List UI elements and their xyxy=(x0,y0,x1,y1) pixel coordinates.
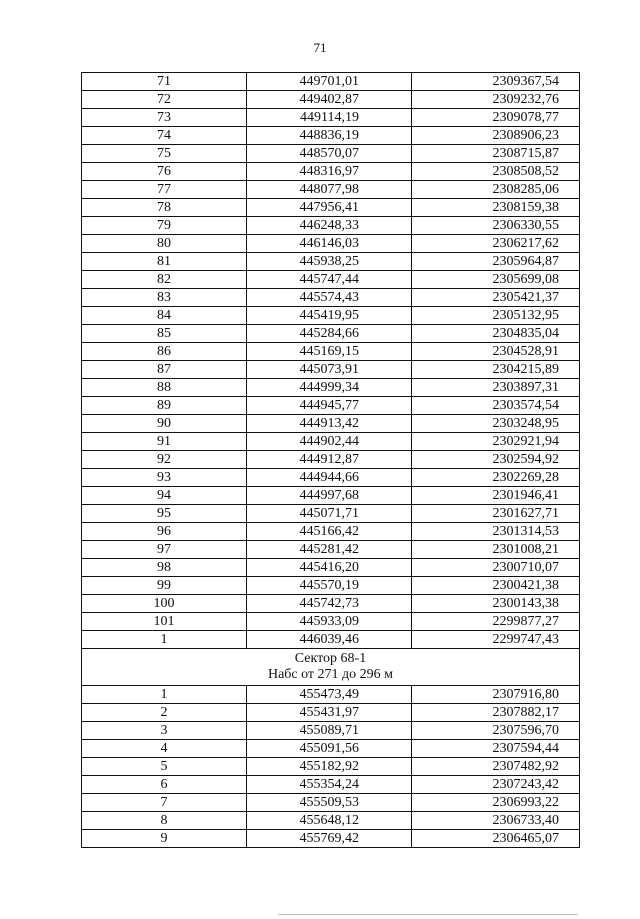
y-coordinate-cell: 2306733,40 xyxy=(412,812,580,830)
point-number-cell: 1 xyxy=(82,686,247,704)
y-coordinate-cell: 2306993,22 xyxy=(412,794,580,812)
table-row xyxy=(82,487,580,505)
table-body-after xyxy=(82,686,580,848)
x-coordinate-cell: 447956,41 xyxy=(247,199,412,217)
y-coordinate-cell: 2302921,94 xyxy=(412,433,580,451)
y-coordinate-cell: 2301946,41 xyxy=(412,487,580,505)
point-number-cell: 94 xyxy=(82,487,247,505)
x-coordinate-cell: 449701,01 xyxy=(247,73,412,91)
x-coordinate-cell: 455431,97 xyxy=(247,704,412,722)
section-header-body xyxy=(82,649,580,686)
y-coordinate-cell: 2306217,62 xyxy=(412,235,580,253)
y-coordinate-cell: 2302269,28 xyxy=(412,469,580,487)
section-subtitle: Набс от 271 до 296 м xyxy=(267,667,394,682)
y-coordinate-cell: 2306465,07 xyxy=(412,830,580,848)
table-row xyxy=(82,343,580,361)
point-number-cell: 87 xyxy=(82,361,247,379)
x-coordinate-cell: 445073,91 xyxy=(247,361,412,379)
coordinates-table xyxy=(81,72,580,848)
point-number-cell: 88 xyxy=(82,379,247,397)
y-coordinate-cell: 2305421,37 xyxy=(412,289,580,307)
table-row xyxy=(82,289,580,307)
point-number-cell: 71 xyxy=(82,73,247,91)
table-row xyxy=(82,776,580,794)
y-coordinate-cell: 2305699,08 xyxy=(412,271,580,289)
bottom-rule xyxy=(278,914,578,915)
point-number-cell: 80 xyxy=(82,235,247,253)
point-number-cell: 4 xyxy=(82,740,247,758)
table-row xyxy=(82,91,580,109)
point-number-cell: 97 xyxy=(82,541,247,559)
table-row xyxy=(82,379,580,397)
y-coordinate-cell: 2307482,92 xyxy=(412,758,580,776)
x-coordinate-cell: 445747,44 xyxy=(247,271,412,289)
x-coordinate-cell: 455182,92 xyxy=(247,758,412,776)
point-number-cell: 5 xyxy=(82,758,247,776)
x-coordinate-cell: 455089,71 xyxy=(247,722,412,740)
y-coordinate-cell: 2304215,89 xyxy=(412,361,580,379)
y-coordinate-cell: 2308508,52 xyxy=(412,163,580,181)
y-coordinate-cell: 2300143,38 xyxy=(412,595,580,613)
point-number-cell: 72 xyxy=(82,91,247,109)
table-row xyxy=(82,740,580,758)
table-row xyxy=(82,181,580,199)
y-coordinate-cell: 2301314,53 xyxy=(412,523,580,541)
x-coordinate-cell: 445416,20 xyxy=(247,559,412,577)
y-coordinate-cell: 2303897,31 xyxy=(412,379,580,397)
y-coordinate-cell: 2304528,91 xyxy=(412,343,580,361)
point-number-cell: 89 xyxy=(82,397,247,415)
y-coordinate-cell: 2308715,87 xyxy=(412,145,580,163)
x-coordinate-cell: 448570,07 xyxy=(247,145,412,163)
table-row xyxy=(82,830,580,848)
x-coordinate-cell: 444945,77 xyxy=(247,397,412,415)
x-coordinate-cell: 444912,87 xyxy=(247,451,412,469)
y-coordinate-cell: 2307594,44 xyxy=(412,740,580,758)
x-coordinate-cell: 455473,49 xyxy=(247,686,412,704)
point-number-cell: 92 xyxy=(82,451,247,469)
point-number-cell: 6 xyxy=(82,776,247,794)
y-coordinate-cell: 2300710,07 xyxy=(412,559,580,577)
x-coordinate-cell: 445570,19 xyxy=(247,577,412,595)
table-row xyxy=(82,704,580,722)
point-number-cell: 7 xyxy=(82,794,247,812)
point-number-cell: 81 xyxy=(82,253,247,271)
x-coordinate-cell: 449402,87 xyxy=(247,91,412,109)
y-coordinate-cell: 2308159,38 xyxy=(412,199,580,217)
point-number-cell: 3 xyxy=(82,722,247,740)
point-number-cell: 1 xyxy=(82,631,247,649)
y-coordinate-cell: 2304835,04 xyxy=(412,325,580,343)
page-number: 71 xyxy=(313,40,327,55)
point-number-cell: 96 xyxy=(82,523,247,541)
table-row xyxy=(82,73,580,91)
table-row xyxy=(82,361,580,379)
table-row xyxy=(82,217,580,235)
x-coordinate-cell: 444999,34 xyxy=(247,379,412,397)
y-coordinate-cell: 2303248,95 xyxy=(412,415,580,433)
table-row xyxy=(82,559,580,577)
section-header-row xyxy=(82,649,580,686)
table-body-before xyxy=(82,73,580,649)
table-row xyxy=(82,253,580,271)
point-number-cell: 83 xyxy=(82,289,247,307)
table-row xyxy=(82,505,580,523)
point-number-cell: 77 xyxy=(82,181,247,199)
point-number-cell: 100 xyxy=(82,595,247,613)
point-number-cell: 84 xyxy=(82,307,247,325)
point-number-cell: 74 xyxy=(82,127,247,145)
table-row xyxy=(82,145,580,163)
y-coordinate-cell: 2301008,21 xyxy=(412,541,580,559)
table-row xyxy=(82,812,580,830)
y-coordinate-cell: 2305132,95 xyxy=(412,307,580,325)
y-coordinate-cell: 2309367,54 xyxy=(412,73,580,91)
x-coordinate-cell: 448836,19 xyxy=(247,127,412,145)
point-number-cell: 86 xyxy=(82,343,247,361)
y-coordinate-cell: 2301627,71 xyxy=(412,505,580,523)
point-number-cell: 82 xyxy=(82,271,247,289)
y-coordinate-cell: 2306330,55 xyxy=(412,217,580,235)
table-row xyxy=(82,758,580,776)
x-coordinate-cell: 444902,44 xyxy=(247,433,412,451)
table-row xyxy=(82,577,580,595)
y-coordinate-cell: 2307882,17 xyxy=(412,704,580,722)
y-coordinate-cell: 2308285,06 xyxy=(412,181,580,199)
section-title: Сектор 68-1 xyxy=(294,651,367,666)
table-row xyxy=(82,595,580,613)
x-coordinate-cell: 445169,15 xyxy=(247,343,412,361)
point-number-cell: 9 xyxy=(82,830,247,848)
x-coordinate-cell: 446039,46 xyxy=(247,631,412,649)
x-coordinate-cell: 445742,73 xyxy=(247,595,412,613)
y-coordinate-cell: 2299747,43 xyxy=(412,631,580,649)
x-coordinate-cell: 449114,19 xyxy=(247,109,412,127)
y-coordinate-cell: 2305964,87 xyxy=(412,253,580,271)
table-row xyxy=(82,631,580,649)
y-coordinate-cell: 2309078,77 xyxy=(412,109,580,127)
point-number-cell: 95 xyxy=(82,505,247,523)
x-coordinate-cell: 444913,42 xyxy=(247,415,412,433)
point-number-cell: 76 xyxy=(82,163,247,181)
section-header-cell xyxy=(82,649,580,686)
x-coordinate-cell: 455354,24 xyxy=(247,776,412,794)
point-number-cell: 73 xyxy=(82,109,247,127)
point-number-cell: 78 xyxy=(82,199,247,217)
x-coordinate-cell: 446146,03 xyxy=(247,235,412,253)
table-row xyxy=(82,271,580,289)
point-number-cell: 101 xyxy=(82,613,247,631)
point-number-cell: 90 xyxy=(82,415,247,433)
y-coordinate-cell: 2307596,70 xyxy=(412,722,580,740)
x-coordinate-cell: 448316,97 xyxy=(247,163,412,181)
y-coordinate-cell: 2303574,54 xyxy=(412,397,580,415)
x-coordinate-cell: 455648,12 xyxy=(247,812,412,830)
x-coordinate-cell: 448077,98 xyxy=(247,181,412,199)
point-number-cell: 2 xyxy=(82,704,247,722)
point-number-cell: 99 xyxy=(82,577,247,595)
y-coordinate-cell: 2307916,80 xyxy=(412,686,580,704)
table-row xyxy=(82,415,580,433)
point-number-cell: 79 xyxy=(82,217,247,235)
table-row xyxy=(82,541,580,559)
table-row xyxy=(82,127,580,145)
y-coordinate-cell: 2308906,23 xyxy=(412,127,580,145)
table-row xyxy=(82,686,580,704)
table-row xyxy=(82,109,580,127)
table-row xyxy=(82,722,580,740)
table-row xyxy=(82,163,580,181)
y-coordinate-cell: 2299877,27 xyxy=(412,613,580,631)
x-coordinate-cell: 445938,25 xyxy=(247,253,412,271)
x-coordinate-cell: 445574,43 xyxy=(247,289,412,307)
y-coordinate-cell: 2300421,38 xyxy=(412,577,580,595)
table-row xyxy=(82,794,580,812)
point-number-cell: 75 xyxy=(82,145,247,163)
point-number-cell: 91 xyxy=(82,433,247,451)
table-row xyxy=(82,307,580,325)
point-number-cell: 93 xyxy=(82,469,247,487)
point-number-cell: 98 xyxy=(82,559,247,577)
x-coordinate-cell: 455509,53 xyxy=(247,794,412,812)
point-number-cell: 85 xyxy=(82,325,247,343)
table-row xyxy=(82,397,580,415)
point-number-cell: 8 xyxy=(82,812,247,830)
x-coordinate-cell: 445281,42 xyxy=(247,541,412,559)
table-row xyxy=(82,199,580,217)
table-row xyxy=(82,451,580,469)
x-coordinate-cell: 445419,95 xyxy=(247,307,412,325)
table-row xyxy=(82,469,580,487)
table-row xyxy=(82,613,580,631)
x-coordinate-cell: 455769,42 xyxy=(247,830,412,848)
x-coordinate-cell: 445071,71 xyxy=(247,505,412,523)
x-coordinate-cell: 444944,66 xyxy=(247,469,412,487)
x-coordinate-cell: 445933,09 xyxy=(247,613,412,631)
table-row xyxy=(82,523,580,541)
x-coordinate-cell: 445166,42 xyxy=(247,523,412,541)
table-row xyxy=(82,433,580,451)
y-coordinate-cell: 2307243,42 xyxy=(412,776,580,794)
x-coordinate-cell: 446248,33 xyxy=(247,217,412,235)
x-coordinate-cell: 445284,66 xyxy=(247,325,412,343)
y-coordinate-cell: 2302594,92 xyxy=(412,451,580,469)
y-coordinate-cell: 2309232,76 xyxy=(412,91,580,109)
table-row xyxy=(82,235,580,253)
table-row xyxy=(82,325,580,343)
x-coordinate-cell: 455091,56 xyxy=(247,740,412,758)
x-coordinate-cell: 444997,68 xyxy=(247,487,412,505)
